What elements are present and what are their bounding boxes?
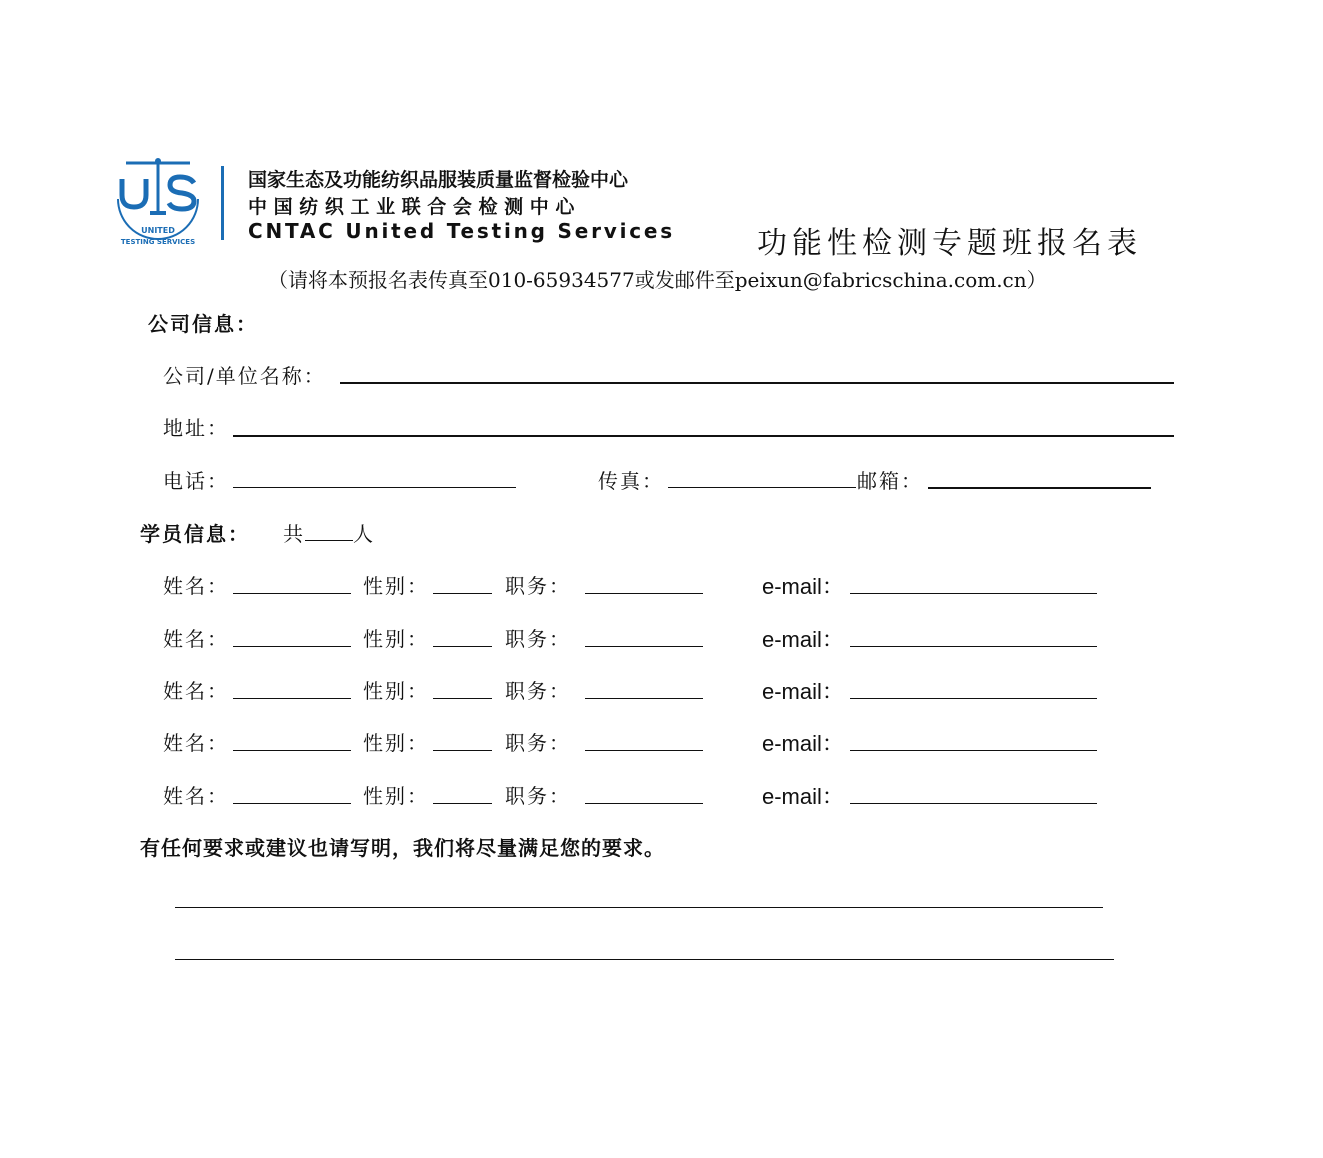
student-position-field[interactable]	[585, 803, 703, 804]
student-email-label: e-mail：	[762, 627, 844, 652]
student-email-field[interactable]	[850, 803, 1097, 804]
page-title: 功能性检测专题班报名表	[757, 226, 1142, 261]
student-position-label: 职务：	[505, 574, 571, 598]
student-gender-label: 性别：	[363, 784, 429, 808]
org-name-line1: 国家生态及功能纺织品服装质量监督检验中心	[248, 169, 629, 191]
svg-text:TESTING SERVICES: TESTING SERVICES	[120, 238, 196, 246]
student-email-field[interactable]	[850, 646, 1097, 647]
student-name-field[interactable]	[233, 593, 351, 594]
student-email-field[interactable]	[850, 750, 1097, 751]
company-section-heading: 公司信息：	[148, 312, 258, 336]
student-gender-field[interactable]	[433, 646, 492, 647]
company-email-label: 邮箱：	[857, 469, 923, 493]
student-gender-label: 性别：	[363, 574, 429, 598]
student-count-field[interactable]	[305, 540, 353, 541]
company-email-field[interactable]	[928, 487, 1151, 489]
student-gender-field[interactable]	[433, 803, 492, 804]
student-position-label: 职务：	[505, 731, 571, 755]
student-gender-label: 性别：	[363, 679, 429, 703]
phone-field[interactable]	[233, 487, 516, 488]
svg-text:UNITED: UNITED	[141, 226, 175, 235]
student-name-field[interactable]	[233, 750, 351, 751]
fax-label: 传真：	[598, 469, 664, 493]
student-email-field[interactable]	[850, 593, 1097, 594]
suggestions-prompt: 有任何要求或建议也请写明，我们将尽量满足您的要求。	[140, 836, 665, 860]
student-section-heading: 学员信息：	[140, 522, 250, 546]
address-label: 地址：	[163, 416, 229, 440]
student-position-field[interactable]	[585, 698, 703, 699]
student-position-label: 职务：	[505, 627, 571, 651]
student-gender-label: 性别：	[363, 731, 429, 755]
company-name-label: 公司/单位名称：	[163, 364, 326, 388]
student-name-label: 姓名：	[163, 574, 229, 598]
student-email-label: e-mail：	[762, 784, 844, 809]
suggestions-field-line-2[interactable]	[175, 959, 1114, 960]
student-email-label: e-mail：	[762, 574, 844, 599]
org-name-line3: CNTAC United Testing Services	[248, 219, 676, 243]
student-gender-label: 性别：	[363, 627, 429, 651]
student-email-label: e-mail：	[762, 731, 844, 756]
suggestions-field-line-1[interactable]	[175, 907, 1103, 908]
student-count-suffix: 人	[353, 522, 375, 546]
phone-label: 电话：	[163, 469, 229, 493]
student-position-field[interactable]	[585, 593, 703, 594]
student-name-label: 姓名：	[163, 784, 229, 808]
org-name-line2: 中 国 纺 织 工 业 联 合 会 检 测 中 心	[248, 196, 575, 218]
student-position-field[interactable]	[585, 750, 703, 751]
header-divider	[221, 166, 224, 240]
student-email-label: e-mail：	[762, 679, 844, 704]
student-position-label: 职务：	[505, 679, 571, 703]
student-name-field[interactable]	[233, 646, 351, 647]
student-name-label: 姓名：	[163, 679, 229, 703]
student-name-label: 姓名：	[163, 731, 229, 755]
student-name-field[interactable]	[233, 698, 351, 699]
student-gender-field[interactable]	[433, 750, 492, 751]
student-name-label: 姓名：	[163, 627, 229, 651]
student-position-label: 职务：	[505, 784, 571, 808]
uts-logo	[112, 155, 204, 247]
fax-field[interactable]	[668, 487, 856, 488]
student-name-field[interactable]	[233, 803, 351, 804]
student-position-field[interactable]	[585, 646, 703, 647]
submission-note: （请将本预报名表传真至010-65934577或发邮件至peixun@fabricschina.com.cn）	[268, 268, 1047, 292]
student-email-field[interactable]	[850, 698, 1097, 699]
company-name-field[interactable]	[340, 382, 1174, 384]
student-gender-field[interactable]	[433, 698, 492, 699]
address-field[interactable]	[233, 435, 1174, 437]
student-count-prefix: 共	[283, 522, 305, 546]
student-gender-field[interactable]	[433, 593, 492, 594]
